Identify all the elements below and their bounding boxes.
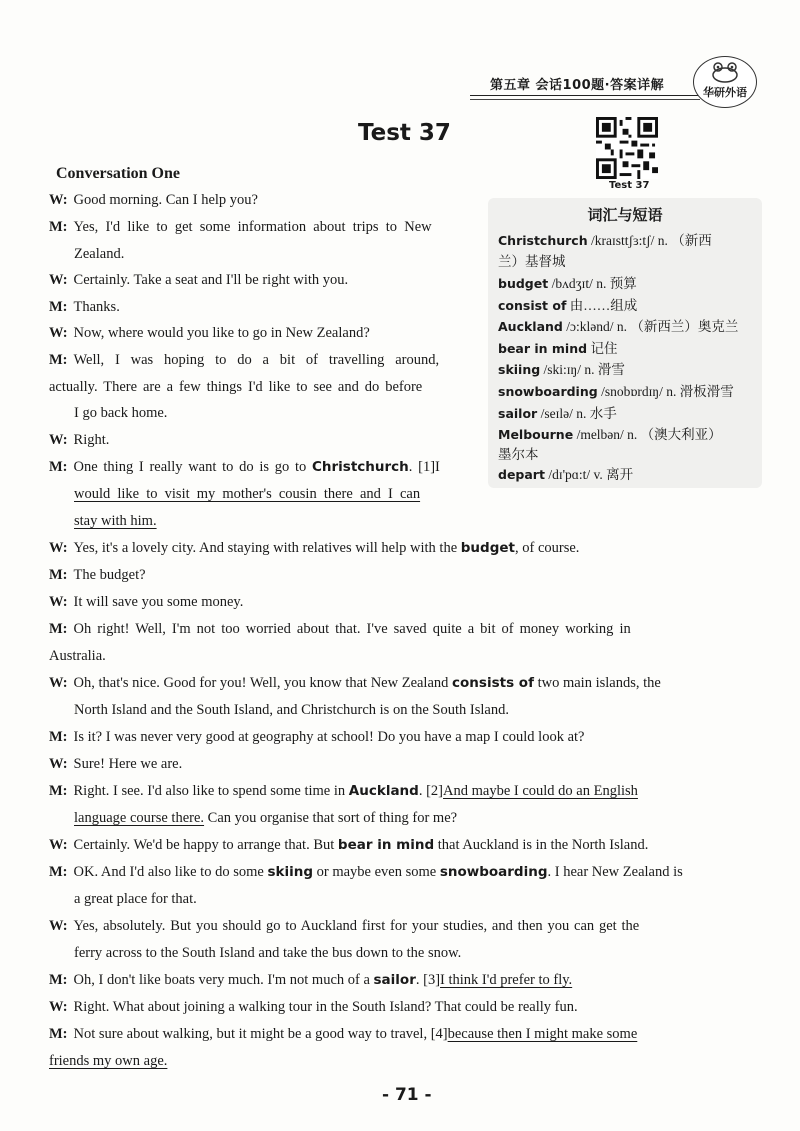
vocab-item: Christchurch /kraɪsttʃɜ:tʃ/ n. （新西 bbox=[498, 233, 712, 248]
chapter-header: 第五章 会话100题·答案详解 bbox=[490, 78, 665, 93]
dialogue-line: friends my own age. bbox=[49, 1053, 168, 1069]
dialogue-line: W: Good morning. Can I help you? bbox=[49, 192, 258, 208]
vocab-item: Auckland /ɔ:klənd/ n. （新西兰）奥克兰 bbox=[498, 319, 739, 334]
header-rule-thin bbox=[470, 99, 700, 100]
dialogue-line: W: Now, where would you like to go in New Zealand? bbox=[49, 325, 370, 341]
vocab-item: sailor /seɪlə/ n. 水手 bbox=[498, 406, 617, 421]
dialogue-line: M: Right. I see. I'd also like to spend some time in Auckland. [2]And maybe I could do an English bbox=[49, 783, 638, 799]
dialogue-line: W: Right. bbox=[49, 432, 110, 448]
frog-icon bbox=[708, 61, 742, 83]
dialogue-line: M: Thanks. bbox=[49, 299, 120, 315]
dialogue-line: W: Oh, that's nice. Good for you! Well, you know that New Zealand consists of two main islands, the bbox=[49, 675, 661, 691]
dialogue-line: M: The budget? bbox=[49, 567, 146, 583]
vocab-item: Melbourne /melbən/ n. （澳大利亚） bbox=[498, 427, 722, 442]
dialogue-line: M: Oh right! Well, I'm not too worried about that. I've saved quite a bit of money working in bbox=[49, 621, 631, 637]
vocab-item: bear in mind 记住 bbox=[498, 341, 618, 356]
publisher-logo bbox=[693, 56, 757, 108]
dialogue-line: W: Yes, it's a lovely city. And staying with relatives will help with the budget, of course. bbox=[49, 540, 580, 556]
vocab-item: depart /dɪ'pɑ:t/ v. 离开 bbox=[498, 467, 634, 482]
dialogue-line: I go back home. bbox=[74, 405, 168, 421]
dialogue-line: Australia. bbox=[49, 648, 106, 664]
vocab-item: 兰）基督城 bbox=[498, 254, 566, 269]
page-title: Test 37 bbox=[358, 120, 451, 146]
dialogue-line: a great place for that. bbox=[74, 891, 197, 907]
dialogue-line: M: Not sure about walking, but it might be a good way to travel, [4]because then I might make some bbox=[49, 1026, 638, 1042]
dialogue-line: M: OK. And I'd also like to do some skiing or maybe even some snowboarding. I hear New Zealand is bbox=[49, 864, 683, 880]
dialogue-line: W: Sure! Here we are. bbox=[49, 756, 183, 772]
vocab-item: snowboarding /snobɒrdɪŋ/ n. 滑板滑雪 bbox=[498, 384, 734, 399]
logo-text: 华研外语 bbox=[703, 86, 747, 99]
vocab-item: 墨尔本 bbox=[498, 447, 539, 462]
dialogue-line: W: Certainly. We'd be happy to arrange that. But bear in mind that Auckland is in the North Island. bbox=[49, 837, 649, 853]
dialogue-line: M: One thing I really want to do is go to Christchurch. [1]I bbox=[49, 459, 440, 475]
dialogue-line: W: Certainly. Take a seat and I'll be right with you. bbox=[49, 272, 349, 288]
vocab-item: consist of 由……组成 bbox=[498, 298, 638, 313]
qr-code-icon[interactable] bbox=[596, 117, 658, 179]
vocabulary-box bbox=[488, 198, 762, 488]
dialogue-line: Zealand. bbox=[74, 246, 125, 262]
dialogue-line: actually. There are a few things I'd like to see and do before bbox=[49, 379, 423, 395]
vocab-item: skiing /ski:ɪŋ/ n. 滑雪 bbox=[498, 362, 625, 377]
dialogue-line: M: Is it? I was never very good at geography at school! Do you have a map I could look at? bbox=[49, 729, 585, 745]
vocabulary-title: 词汇与短语 bbox=[587, 206, 663, 224]
dialogue-line: would like to visit my mother's cousin there and I can bbox=[74, 486, 421, 502]
dialogue-line: language course there. Can you organise that sort of thing for me? bbox=[74, 810, 458, 826]
dialogue-line: stay with him. bbox=[74, 513, 157, 529]
dialogue-line: ferry across to the South Island and take the bus down to the snow. bbox=[74, 945, 462, 961]
vocab-item: budget /bʌdʒɪt/ n. 预算 bbox=[498, 276, 637, 291]
dialogue-line: M: Yes, I'd like to get some information about trips to New bbox=[49, 219, 432, 235]
dialogue-line: W: It will save you some money. bbox=[49, 594, 244, 610]
page-number: - 71 - bbox=[382, 1085, 432, 1105]
dialogue-line: W: Yes, absolutely. But you should go to Auckland first for your studies, and then you can get the bbox=[49, 918, 640, 934]
dialogue-line: M: Well, I was hoping to do a bit of travelling around, bbox=[49, 352, 440, 368]
dialogue-line: W: Right. What about joining a walking tour in the South Island? That could be really fun. bbox=[49, 999, 578, 1015]
qr-label: Test 37 bbox=[609, 180, 650, 191]
dialogue-line: M: Oh, I don't like boats very much. I'm not much of a sailor. [3]I think I'd prefer to fly. bbox=[49, 972, 573, 988]
dialogue-line: North Island and the South Island, and Christchurch is on the South Island. bbox=[74, 702, 509, 718]
section-title: Conversation One bbox=[56, 165, 180, 182]
